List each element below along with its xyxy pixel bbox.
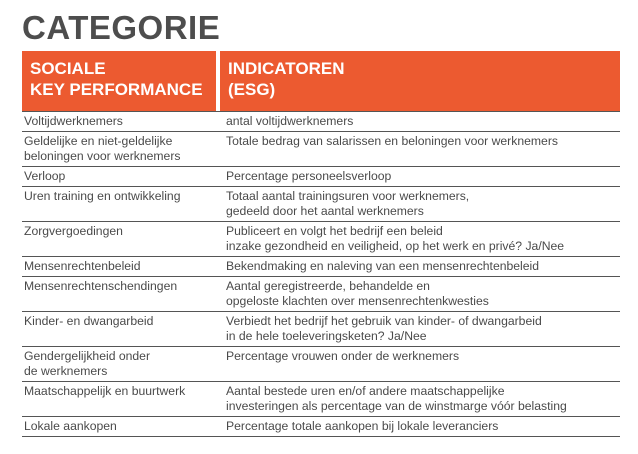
indicator-cell: Percentage personeelsverloop [226, 169, 392, 183]
indicator-cell: Bekendmaking en naleving van een mensenrechtenbeleid [226, 259, 540, 273]
category-cell: Voltijdwerknemers [24, 114, 123, 128]
table-row [22, 417, 620, 437]
table-row [22, 111, 620, 132]
category-cell: Mensenrechtenbeleid [24, 259, 141, 273]
kpi-table [22, 111, 620, 437]
header-social-kpi-label: SOCIALE KEY PERFORMANCE [30, 59, 203, 99]
indicator-cell: antal voltijdwerknemers [226, 114, 354, 128]
indicator-cell: Aantal bestede uren en/of andere maatschappelijke investeringen als percentage van de winstmarge vóór belasting [226, 384, 567, 413]
indicator-cell: Percentage totale aankopen bij lokale leveranciers [226, 419, 499, 433]
category-cell: Mensenrechtenschendingen [24, 279, 178, 293]
category-cell: Lokale aankopen [24, 419, 117, 433]
table-row [22, 132, 620, 167]
indicator-cell: Verbiedt het bedrijf het gebruik van kinder- of dwangarbeid in de hele toeleveringsketen? Ja/Nee [226, 314, 542, 343]
table-row [22, 167, 620, 187]
category-cell: Verloop [24, 169, 66, 183]
page-title: CATEGORIE [22, 9, 221, 46]
category-cell: Zorgvergoedingen [24, 224, 123, 238]
indicator-cell: Totaal aantal trainingsuren voor werknemers, gedeeld door het aantal werknemers [226, 189, 470, 218]
table-row [22, 257, 620, 277]
indicator-cell: Aantal geregistreerde, behandelde en opgeloste klachten over mensenrechtenkwesties [226, 279, 489, 308]
table-row [22, 187, 620, 222]
category-cell: Uren training en ontwikkeling [24, 189, 181, 203]
header-indicators [220, 51, 620, 111]
category-cell: Maatschappelijk en buurtwerk [24, 384, 186, 398]
table-row [22, 312, 620, 347]
indicator-cell: Percentage vrouwen onder de werknemers [226, 349, 460, 363]
header-social-kpi [22, 51, 216, 111]
category-cell: Kinder- en dwangarbeid [24, 314, 154, 328]
header-indicators-label: INDICATOREN (ESG) [228, 59, 345, 99]
table-row [22, 222, 620, 257]
table-row [22, 347, 620, 382]
indicator-cell: Totale bedrag van salarissen en beloningen voor werknemers [226, 134, 558, 148]
category-cell: Gendergelijkheid onder de werknemers [24, 349, 151, 378]
table-row [22, 277, 620, 312]
table-row [22, 382, 620, 417]
category-cell: Geldelijke en niet-geldelijke beloningen voor werknemers [24, 134, 181, 163]
indicator-cell: Publiceert en volgt het bedrijf een beleid inzake gezondheid en veiligheid, op het werk en privé? Ja/Nee [226, 224, 565, 253]
